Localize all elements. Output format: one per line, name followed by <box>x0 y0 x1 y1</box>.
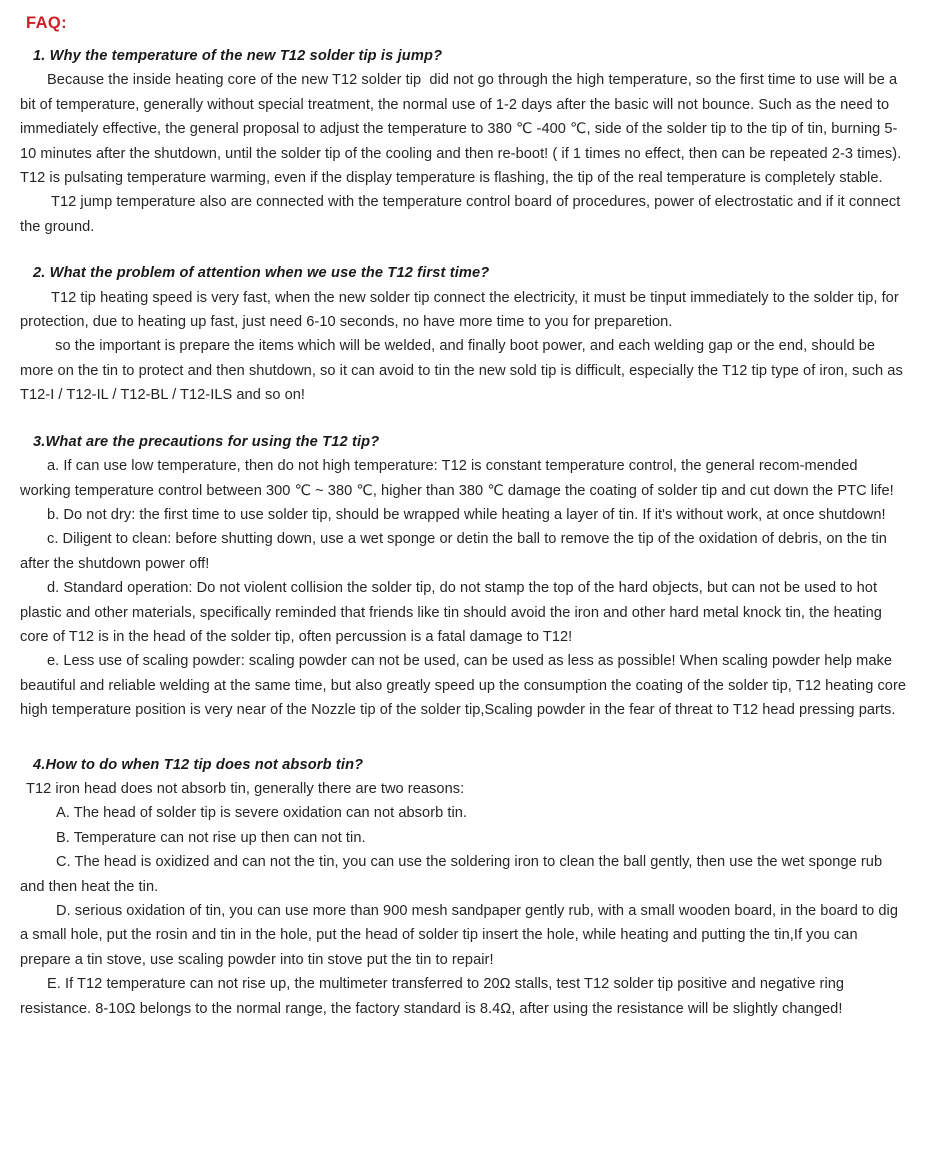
faq-question-heading: 2. What the problem of attention when we use the T12 first time? <box>33 265 490 282</box>
faq-answer-item: A. The head of solder tip is severe oxidation can not absorb tin. <box>56 805 468 822</box>
faq-answer-paragraph: T12 jump temperature also are connected with the temperature control board of procedures, power of electrostatic and if it connect the ground. <box>20 194 905 235</box>
faq-answer-paragraph: c. Diligent to clean: before shutting down, use a wet sponge or detin the ball to remove the tip of the oxidation of debris, on the tin after the shutdown power off! <box>20 531 892 572</box>
section-spacer <box>0 239 930 261</box>
faq-answer-item: E. If T12 temperature can not rise up, the multimeter transferred to 20Ω stalls, test T12 solder tip positive and negative ring resistance. 8-10Ω belongs to the normal range, the factory standard is 8.4Ω, after using the resistance will be slightly changed! <box>20 976 849 1017</box>
faq-answer-item: D. serious oxidation of tin, you can use more than 900 mesh sandpaper gently rub, with a small wooden board, in the board to dig a small hole, put the rosin and tin in the hole, put the head of solder tip insert the hole, while heating and putting the tin,If you can prepare a tin stove, use scaling powder into tin stove put the tin to repair! <box>20 903 903 968</box>
faq-section-q1 <box>0 44 930 239</box>
section-spacer <box>0 723 930 753</box>
faq-answer-paragraph: d. Standard operation: Do not violent collision the solder tip, do not stamp the top of the hard objects, but can not be used to hot plastic and other materials, specifically reminded that friends like tin should avoid the iron and other hard metal knock tin, the heating core of T12 is in the head of the solder tip, often percussion is a fatal damage to T12! <box>20 580 887 645</box>
faq-question-heading: 1. Why the temperature of the new T12 solder tip is jump? <box>33 48 443 64</box>
faq-section-q2 <box>0 261 930 407</box>
faq-section-q4 <box>0 753 930 1021</box>
faq-answer-paragraph: b. Do not dry: the first time to use solder tip, should be wrapped while heating a layer of tin. If it's without work, at once shutdown! <box>47 506 886 523</box>
faq-answer-paragraph: T12 tip heating speed is very fast, when the new solder tip connect the electricity, it must be tinput immediately to the solder tip, for protection, due to heating up fast, just need 6-10 seconds, no have more time to you for preparetion. <box>20 289 903 331</box>
faq-answer-paragraph: Because the inside heating core of the new T12 solder tip did not go through the high temperature, so the first time to use will be a bit of temperature, generally without special treatment, the normal use of 1-2 days after the basic will not bounce. Such as the need to immediately effective, the general proposal to adjust the temperature to 380 ℃ -400 ℃, side of the solder tip to the tip of tin, burning 5-10 minutes after the shutdown, until the solder tip of the cooling and then re-boot! ( if 1 times no effect, then can be repeated 2-3 times). T12 is pulsating temperature warming, even if the display temperature is flashing, the tip of the real temperature is completely stable. <box>20 72 906 187</box>
faq-question-heading: 4.How to do when T12 tip does not absorb tin? <box>33 756 364 773</box>
faq-answer-item: B. Temperature can not rise up then can not tin. <box>56 829 366 846</box>
faq-answer-paragraph: so the important is prepare the items which will be welded, and finally boot power, and each welding gap or the end, should be more on the tin to protect and then shutdown, so it can avoid to tin the new sold tip is difficult, especially the T12 tip type of iron, such as T12-I / T12-IL / T12-BL / T12-ILS and so on! <box>20 338 907 404</box>
faq-answer-paragraph: T12 iron head does not absorb tin, generally there are two reasons: <box>26 780 465 797</box>
section-spacer <box>0 408 930 430</box>
page-title: FAQ: <box>26 14 68 32</box>
faq-section-q3 <box>0 430 930 723</box>
faq-answer-paragraph: a. If can use low temperature, then do not high temperature: T12 is constant temperature control, the general recom-mended working temperature control between 300 ℃ ~ 380 ℃, higher than 380 ℃ damage the coating of solder tip and cut down the PTC life! <box>20 458 894 499</box>
faq-answer-paragraph: e. Less use of scaling powder: scaling powder can not be used, can be used as less as possible! When scaling powder help make beautiful and reliable welding at the same time, but also greatly speed up the consumption the coating of the solder tip, T12 heating core high temperature position is very near of the Nozzle tip of the solder tip,Scaling powder in the fear of threat to T12 head pressing parts. <box>20 653 911 719</box>
faq-answer-item: C. The head is oxidized and can not the tin, you can use the soldering iron to clean the ball gently, then use the wet sponge rub and then heat the tin. <box>20 854 887 895</box>
faq-question-heading: 3.What are the precautions for using the T12 tip? <box>33 433 380 450</box>
faq-body <box>0 44 930 1021</box>
